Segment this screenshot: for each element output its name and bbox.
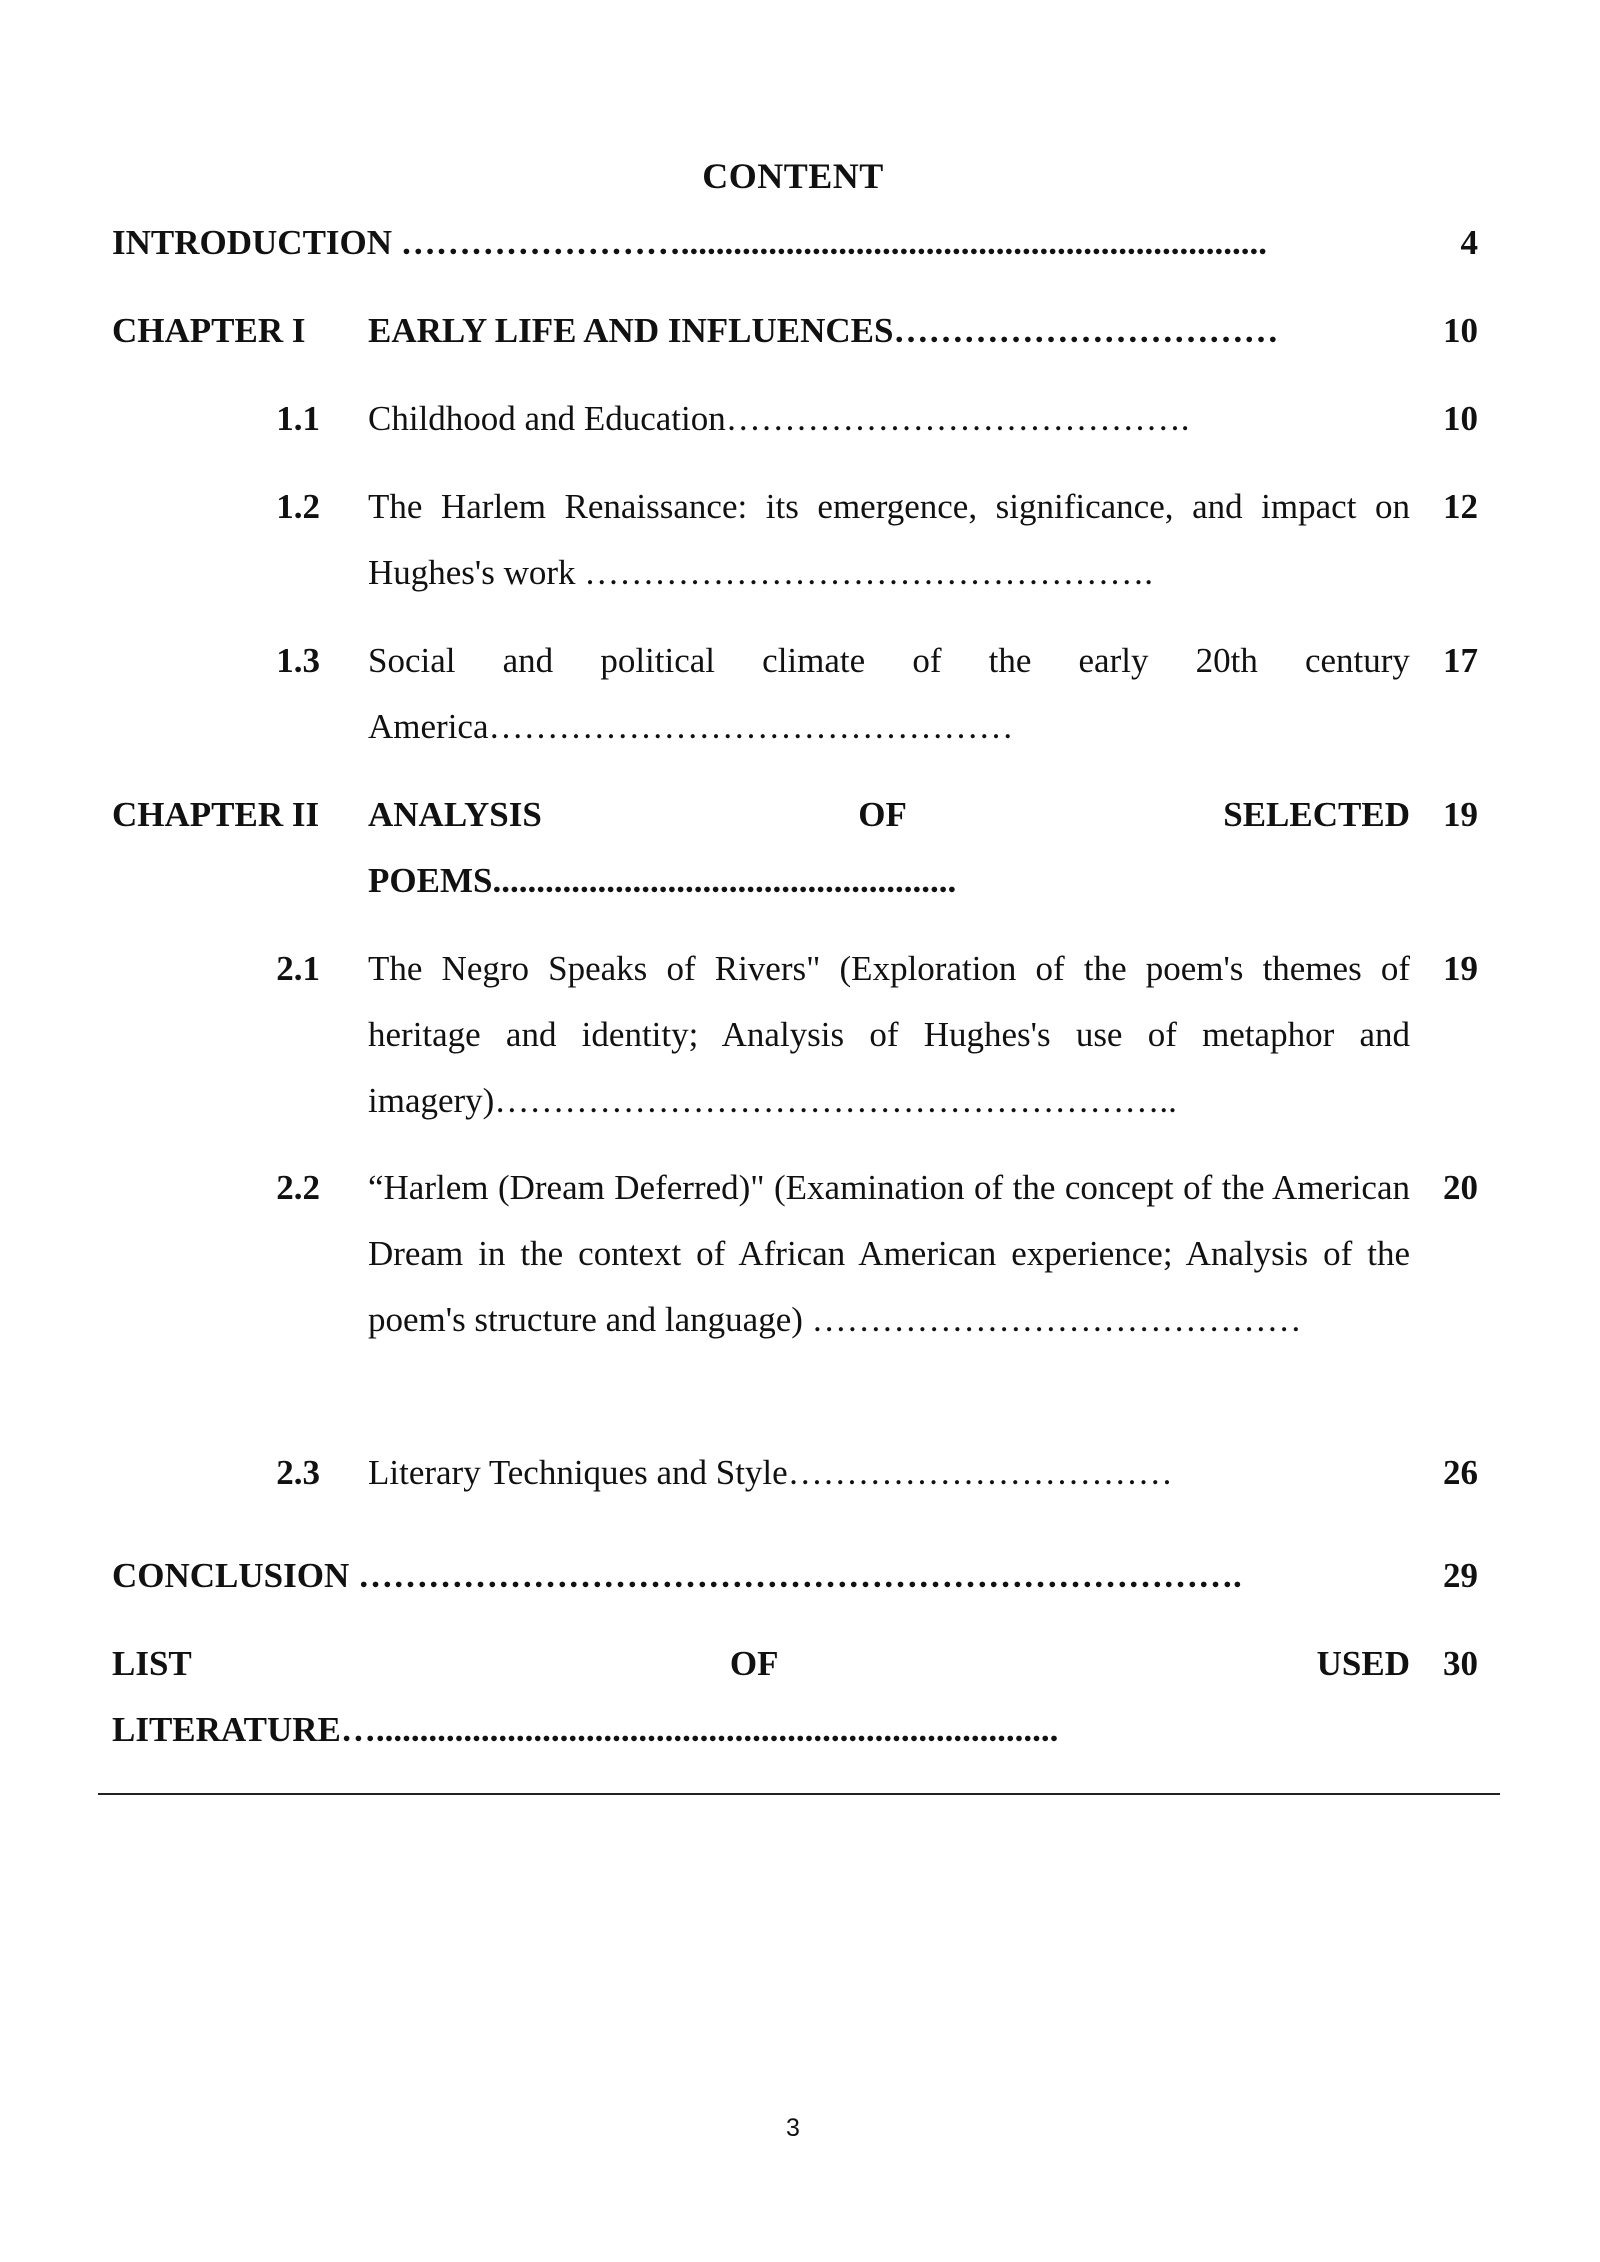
footer-divider [98, 1793, 1500, 1795]
toc-entry-title-line: POEMS..................................................... [368, 861, 957, 900]
toc-word: USED [1316, 1644, 1410, 1683]
toc-entry-title: Childhood and Education…………………………………. [368, 399, 1190, 438]
toc-word: Social [368, 641, 456, 680]
toc-entry-title [368, 782, 1410, 914]
page-number: 3 [786, 2114, 800, 2142]
toc-word: early [1078, 641, 1149, 680]
toc-entry-label: 2.1 [276, 949, 320, 988]
toc-entry-page: 20 [1443, 1168, 1478, 1207]
toc-word: climate [762, 641, 866, 680]
toc-word: and [502, 641, 554, 680]
toc-entry-title [368, 474, 1410, 606]
toc-entry-title [368, 936, 1410, 1134]
toc-entry-label: 2.2 [276, 1168, 320, 1207]
toc-entry-title: INTRODUCTION ……………………................................................................... [112, 223, 1268, 262]
toc-entry-label: 2.3 [276, 1453, 320, 1492]
toc-entry-title [368, 1155, 1410, 1353]
toc-entry-title-line: “Harlem (Dream Deferred)" (Examination of the concept of the American Dream in the context of African American experience; Analysis of the poem's structure and language) [368, 1168, 1410, 1339]
toc-entry-label: CHAPTER II [112, 795, 320, 834]
toc-entry-title-line: America……………………………………… [368, 707, 1014, 746]
toc-entry-title-line: imagery)………………………………………………….. [368, 1081, 1177, 1120]
toc-entry-page: 4 [1460, 223, 1478, 262]
toc-word: 20th [1195, 641, 1258, 680]
toc-entry-title: Literary Techniques and Style…………………………… [368, 1453, 1173, 1492]
toc-word: political [600, 641, 716, 680]
toc-entry-title-line [368, 628, 1410, 694]
toc-entry-page: 26 [1443, 1453, 1478, 1492]
toc-entry-page: 30 [1443, 1644, 1478, 1683]
toc-word: OF [729, 1644, 779, 1683]
toc-entry-page: 19 [1443, 949, 1478, 988]
toc-word: OF [858, 795, 907, 834]
toc-entry-title-line [368, 782, 1410, 848]
page-title: CONTENT [702, 156, 884, 196]
toc-entry-title: CONCLUSION …………………………………………………………………. [112, 1556, 1242, 1595]
toc-word: of [912, 641, 942, 680]
toc-entry-title [112, 1631, 1410, 1763]
toc-word: ANALYSIS [368, 795, 542, 834]
toc-entry-title-line: …………………………………… [811, 1300, 1302, 1339]
toc-word: century [1304, 641, 1410, 680]
toc-word: LIST [112, 1644, 192, 1683]
toc-entry-page: 12 [1443, 487, 1478, 526]
toc-entry-label: 1.2 [276, 487, 320, 526]
toc-entry-label: 1.3 [276, 641, 320, 680]
toc-entry-page: 10 [1443, 311, 1478, 350]
toc-entry-page: 17 [1443, 641, 1478, 680]
toc-entry-title-line: The Harlem Renaissance: its emergence, significance, and impact on [368, 487, 1410, 526]
toc-entry-title-line: Hughes's work …………………………………………. [368, 553, 1154, 592]
toc-entry-title-line [112, 1631, 1410, 1697]
toc-entry-page: 19 [1443, 795, 1478, 834]
toc-entry-page: 10 [1443, 399, 1478, 438]
toc-word: SELECTED [1223, 795, 1410, 834]
toc-entry-label: 1.1 [276, 399, 320, 438]
toc-entry-title-line: The Negro Speaks of Rivers" (Exploration of the poem's themes of heritage and identity; Analysis of Hughes's use of metaphor and [368, 949, 1410, 1054]
toc-entry-title: EARLY LIFE AND INFLUENCES…………………………… [368, 311, 1279, 350]
toc-entry-title [368, 628, 1410, 760]
toc-word: the [988, 641, 1032, 680]
toc-entry-page: 29 [1443, 1556, 1478, 1595]
toc-entry-label: CHAPTER I [112, 311, 306, 350]
toc-entry-title-line: LITERATURE….............................................................................. [112, 1710, 1059, 1749]
